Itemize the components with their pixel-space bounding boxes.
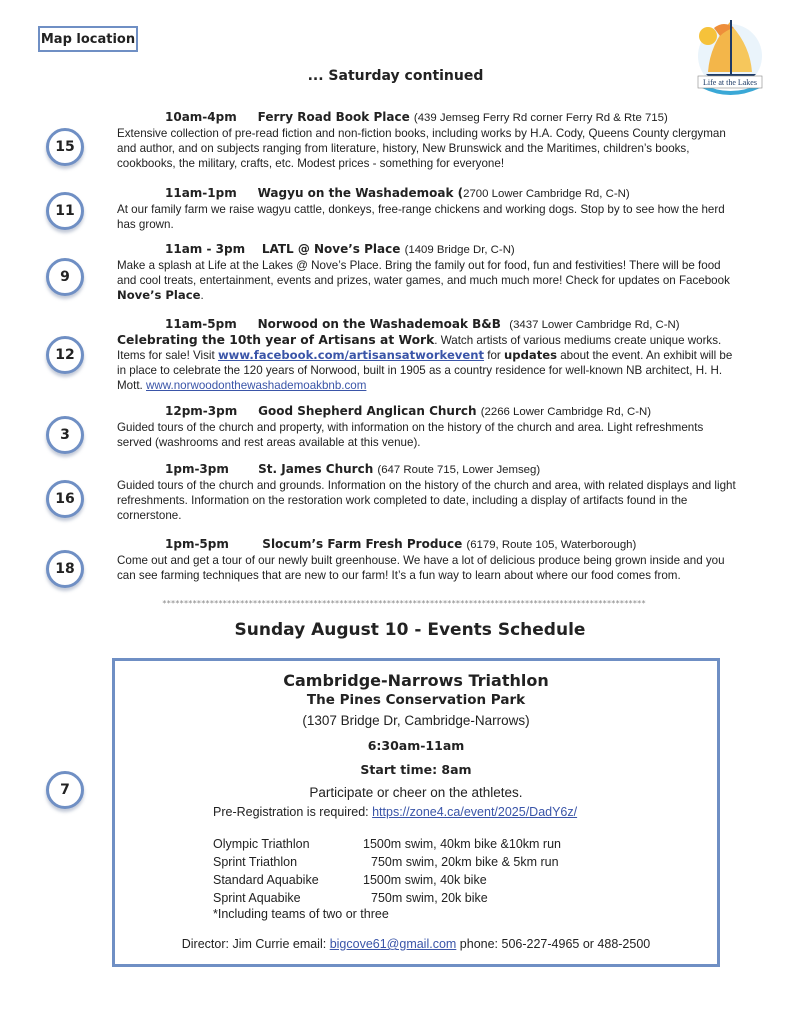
event-description-end: .: [200, 289, 204, 302]
event-address: (1409 Bridge Dr, C-N): [404, 244, 515, 256]
event-description-text: . Watch artists of various mediums create unique works. Items for sale! Visit: [117, 334, 722, 362]
event-headline: [117, 462, 737, 478]
noves-place-facebook: Nove’s Place: [117, 288, 201, 302]
prereg-label: Pre-Registration is required:: [213, 805, 373, 819]
triathlon-venue: The Pines Conservation Park: [306, 692, 526, 708]
event-description-text: Make a splash at Life at the Lakes @ Nove’s Place. Bring the family out for food, fun and festivities! There will be food and cool treats, entertainment, events and prizes, water games, and much much more! Check for updates on Facebook: [117, 259, 730, 287]
race-detail: 750m swim, 20km bike & 5km run: [371, 855, 559, 869]
event-headline: [117, 242, 737, 258]
event-time: 11am - 3pm: [165, 242, 246, 256]
event-headline: [117, 186, 737, 202]
registration-link[interactable]: https://zone4.ca/event/2025/DadY6z/: [372, 805, 578, 819]
race-row: [213, 853, 561, 871]
event-time: 12pm-3pm: [165, 404, 238, 418]
triathlon-tagline: Participate or cheer on the athletes.: [309, 785, 523, 800]
event-description: [117, 258, 737, 303]
map-location-label: Map location: [38, 26, 138, 52]
event-norwood-bnb: [117, 317, 737, 393]
race-name: Olympic Triathlon: [213, 837, 310, 851]
event-address: (3437 Lower Cambridge Rd, C-N): [509, 319, 680, 331]
event-name: Norwood on the Washademoak B&B: [257, 317, 501, 331]
map-marker-3: 3: [46, 416, 84, 454]
map-marker-16: 16: [46, 480, 84, 518]
race-name: Sprint Aquabike: [213, 891, 301, 905]
event-name: Good Shepherd Anglican Church: [258, 404, 477, 418]
director-email-link[interactable]: bigcove61@gmail.com: [329, 937, 457, 951]
event-description: Guided tours of the church and grounds. Information on the history of the church and area, with related displays and light refreshments. Information on the restoration work completed to date, including a display of artifacts found in the cornerstone.: [117, 479, 736, 522]
event-slocums-farm: [117, 537, 737, 583]
event-description-text: about the event. An exhibit will be in place to celebrate the 120 years of Norwood, built in 1905 as a country residence for well-known NB architect, H. H. Mott.: [117, 349, 733, 392]
race-detail: 750m swim, 20k bike: [371, 891, 488, 905]
pre-registration: [213, 805, 577, 819]
event-latl-noves-place: [117, 242, 737, 303]
sunday-heading: Sunday August 10 - Events Schedule: [234, 620, 586, 640]
race-row: [213, 889, 561, 907]
director-contact: [115, 937, 717, 951]
event-description: Come out and get a tour of our newly built greenhouse. We have a lot of delicious produce being grown inside and you can see farming techniques that are new to our farm! It’s a fun way to learn about where our food comes from.: [117, 554, 725, 582]
event-address: (2266 Lower Cambridge Rd, C-N): [480, 406, 652, 418]
updates-text: updates: [504, 348, 557, 362]
event-description: Extensive collection of pre-read fiction and non-fiction books, including works by H.A. Cody, Queens County clergyman and author, and on subjects ranging from literature, history, New Brunswick and the Maritimes, children’s books, cookbooks, the military, crafts, etc. Modest prices - something for everyone!: [117, 127, 726, 170]
event-time: 1pm-3pm: [165, 462, 229, 476]
race-row: [213, 835, 561, 853]
race-name: Standard Aquabike: [213, 873, 319, 887]
event-name: Wagyu on the Washademoak (: [257, 186, 464, 200]
event-headline: [117, 317, 737, 333]
event-description-text: for: [484, 349, 505, 362]
separator-line: ****************************************************************************************************************: [162, 600, 646, 608]
triathlon-title: Cambridge-Narrows Triathlon: [283, 671, 549, 690]
race-name: Sprint Triathlon: [213, 855, 298, 869]
director-phone: phone: 506-227-4965 or 488-2500: [456, 937, 651, 951]
event-good-shepherd-church: [117, 404, 737, 450]
teams-note: *Including teams of two or three: [213, 907, 389, 921]
event-description: Guided tours of the church and property, with information on the history of the church and area. Light refreshments served (washrooms and rest areas available at this venue).: [117, 421, 704, 449]
triathlon-box: [112, 658, 720, 967]
event-name: St. James Church: [258, 462, 374, 476]
race-detail: 1500m swim, 40km bike &10km run: [363, 837, 561, 851]
saturday-heading: ... Saturday continued: [307, 68, 484, 84]
event-st-james-church: [117, 462, 737, 523]
website-link[interactable]: www.norwoodonthewashademoakbnb.com: [146, 379, 367, 392]
life-at-the-lakes-logo: [690, 14, 770, 100]
event-time: 1pm-5pm: [165, 537, 229, 551]
event-address: (6179, Route 105, Waterborough): [466, 539, 637, 551]
event-address: 2700 Lower Cambridge Rd, C-N): [463, 188, 630, 200]
facebook-link[interactable]: www.facebook.com/artisansatworkevent: [217, 348, 485, 362]
map-marker-12: 12: [46, 336, 84, 374]
artisans-highlight: Celebrating the 10th year of Artisans at Work: [117, 333, 435, 347]
event-ferry-road-book-place: [117, 110, 737, 171]
triathlon-address: (1307 Bridge Dr, Cambridge-Narrows): [302, 713, 530, 728]
map-marker-9: 9: [46, 258, 84, 296]
triathlon-hours: 6:30am-11am: [367, 738, 465, 753]
map-marker-18: 18: [46, 550, 84, 588]
triathlon-start-time: Start time: 8am: [360, 762, 472, 777]
map-marker-15: 15: [46, 128, 84, 166]
event-time: 11am-1pm: [165, 186, 237, 200]
logo-text: Life at the Lakes: [703, 78, 757, 87]
sailboat-sun-logo-icon: [690, 14, 770, 100]
event-headline: [117, 537, 737, 553]
event-name: LATL @ Nove’s Place: [261, 242, 401, 256]
event-address: (439 Jemseg Ferry Rd corner Ferry Rd & Rte 715): [413, 112, 668, 124]
event-headline: [117, 404, 737, 420]
event-time: 11am-5pm: [165, 317, 237, 331]
event-headline: [117, 110, 737, 126]
event-wagyu: [117, 186, 737, 232]
event-name: Slocum’s Farm Fresh Produce: [262, 537, 463, 551]
event-description: [117, 333, 737, 393]
map-marker-7: 7: [46, 771, 84, 809]
race-list: [213, 835, 561, 907]
director-label: Director: Jim Currie email:: [181, 937, 330, 951]
event-address: (647 Route 715, Lower Jemseg): [377, 464, 541, 476]
event-description: At our family farm we raise wagyu cattle, donkeys, free-range chickens and working dogs. Stop by to see how the herd has grown.: [117, 203, 725, 231]
map-marker-11: 11: [46, 192, 84, 230]
race-detail: 1500m swim, 40k bike: [363, 873, 487, 887]
event-time: 10am-4pm: [165, 110, 237, 124]
race-row: [213, 871, 561, 889]
event-name: Ferry Road Book Place: [257, 110, 410, 124]
